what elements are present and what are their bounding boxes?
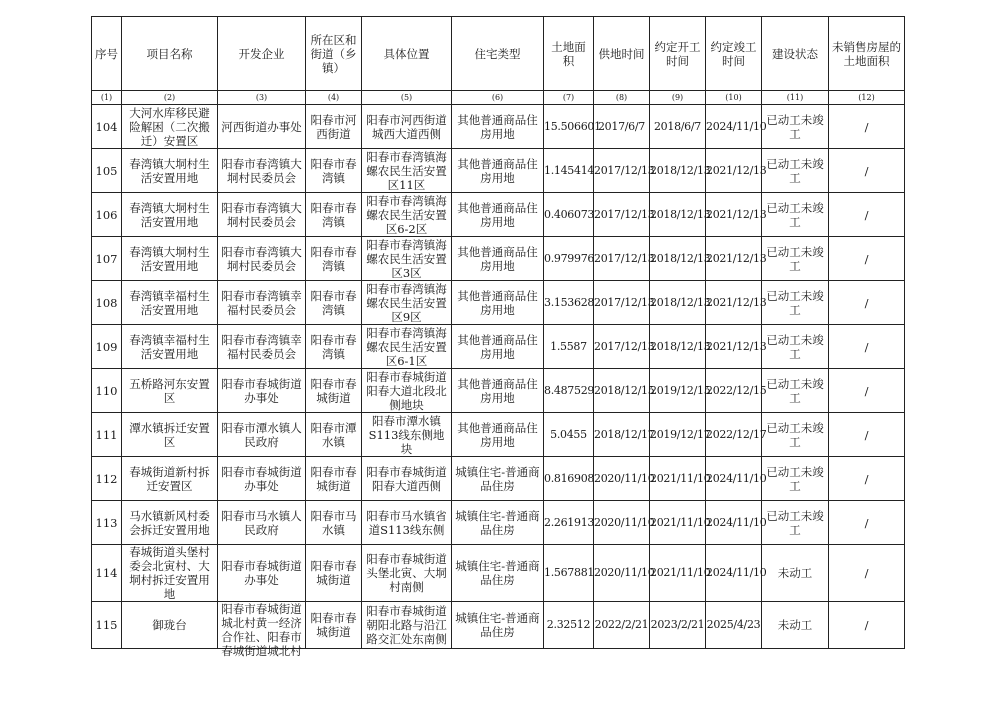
cell-developer: 阳春市春湾镇幸福村民委员会 <box>218 281 306 325</box>
table-row <box>92 237 905 281</box>
cell-project-name: 春湾镇幸福村生活安置用地 <box>122 325 218 369</box>
cell-project-name: 马水镇新风村委会拆迁安置用地 <box>122 501 218 545</box>
cell-status: 已动工未竣工 <box>762 369 829 413</box>
cell-district: 阳春市春城街道 <box>306 369 362 413</box>
table-body <box>92 105 905 658</box>
cell-developer: 阳春市春城街道办事处 <box>218 457 306 501</box>
column-index: (3) <box>218 91 306 105</box>
cell-land-area: 1.5587 <box>544 325 594 369</box>
cell-start-date: 2021/11/10 <box>650 545 706 602</box>
table-row <box>92 369 905 413</box>
header-status: 建设状态 <box>762 17 829 91</box>
cell-no: 108 <box>92 281 122 325</box>
cell-housing-type: 其他普通商品住房用地 <box>452 237 544 281</box>
cell-district: 阳春市马水镇 <box>306 501 362 545</box>
cell-land-area: 2.32512 <box>544 602 594 649</box>
header-developer: 开发企业 <box>218 17 306 91</box>
cell-location: 阳春市春湾镇海螺农民生活安置区6-1区 <box>362 325 452 369</box>
column-index: (10) <box>706 91 762 105</box>
cell-finish-date: 2024/11/10 <box>706 105 762 149</box>
cell-status: 未动工 <box>762 602 829 649</box>
table-row <box>92 325 905 369</box>
cell-district: 阳春市春湾镇 <box>306 193 362 237</box>
cell-district: 阳春市潭水镇 <box>306 413 362 457</box>
header-location: 具体位置 <box>362 17 452 91</box>
cell-finish-date: 2024/11/10 <box>706 457 762 501</box>
cell-start-date: 2023/2/21 <box>650 602 706 649</box>
cell-supply-date: 2017/6/7 <box>594 105 650 149</box>
column-index: (12) <box>829 91 905 105</box>
cell-status: 已动工未竣工 <box>762 281 829 325</box>
land-supply-table-sheet <box>91 16 905 658</box>
cell-no: 111 <box>92 413 122 457</box>
cell-supply-date: 2017/12/13 <box>594 281 650 325</box>
cell-land-area: 0.979976 <box>544 237 594 281</box>
cell-location: 阳春市马水镇省道S113线东侧 <box>362 501 452 545</box>
cell-developer: 阳春市马水镇人民政府 <box>218 501 306 545</box>
cell-land-area: 8.487529 <box>544 369 594 413</box>
cell-no: 115 <box>92 602 122 649</box>
cell-project-name: 御珑台 <box>122 602 218 649</box>
cell-finish-date: 2025/4/23 <box>706 602 762 649</box>
cell-finish-date: 2022/12/17 <box>706 413 762 457</box>
cell-finish-date: 2021/12/13 <box>706 237 762 281</box>
cell-location: 阳春市春城街道头堡北寅、大垌村南侧 <box>362 545 452 602</box>
cell-supply-date: 2018/12/17 <box>594 413 650 457</box>
cell-supply-date: 2020/11/10 <box>594 501 650 545</box>
column-index: (4) <box>306 91 362 105</box>
cell-unsold-area: / <box>829 193 905 237</box>
cell-project-name: 潭水镇拆迁安置区 <box>122 413 218 457</box>
cell-finish-date: 2021/12/13 <box>706 281 762 325</box>
column-index: (2) <box>122 91 218 105</box>
cell-housing-type: 其他普通商品住房用地 <box>452 149 544 193</box>
cell-supply-date: 2017/12/13 <box>594 193 650 237</box>
cell-district: 阳春市春城街道 <box>306 457 362 501</box>
cell-developer: 阳春市春湾镇大垌村民委员会 <box>218 193 306 237</box>
cell-developer: 阳春市春城街道办事处 <box>218 369 306 413</box>
cell-finish-date: 2021/12/13 <box>706 325 762 369</box>
cell-housing-type: 城镇住宅-普通商品住房 <box>452 602 544 649</box>
cell-unsold-area: / <box>829 369 905 413</box>
cell-district: 阳春市春湾镇 <box>306 149 362 193</box>
header-project-name: 项目名称 <box>122 17 218 91</box>
cell-land-area: 15.506601 <box>544 105 594 149</box>
cell-no: 112 <box>92 457 122 501</box>
column-index: (11) <box>762 91 829 105</box>
cell-status: 已动工未竣工 <box>762 457 829 501</box>
cell-developer: 阳春市潭水镇人民政府 <box>218 413 306 457</box>
cell-no: 105 <box>92 149 122 193</box>
cell-housing-type: 其他普通商品住房用地 <box>452 369 544 413</box>
cell-no: 113 <box>92 501 122 545</box>
cell-unsold-area: / <box>829 105 905 149</box>
cell-project-name: 春湾镇大垌村生活安置用地 <box>122 237 218 281</box>
cell-developer: 河西街道办事处 <box>218 105 306 149</box>
cell-status: 已动工未竣工 <box>762 149 829 193</box>
cell-supply-date: 2017/12/13 <box>594 325 650 369</box>
table-row <box>92 105 905 149</box>
cell-status: 已动工未竣工 <box>762 413 829 457</box>
cell-housing-type: 其他普通商品住房用地 <box>452 325 544 369</box>
cell-start-date: 2018/12/13 <box>650 325 706 369</box>
cell-start-date: 2018/12/13 <box>650 193 706 237</box>
cell-project-name: 五桥路河东安置区 <box>122 369 218 413</box>
cell-start-date: 2018/12/13 <box>650 281 706 325</box>
cell-project-name: 春城街道新村拆迁安置区 <box>122 457 218 501</box>
column-index: (5) <box>362 91 452 105</box>
cell-finish-date: 2022/12/15 <box>706 369 762 413</box>
cell-unsold-area: / <box>829 602 905 649</box>
cell-location: 阳春市春湾镇海螺农民生活安置区11区 <box>362 149 452 193</box>
cell-location: 阳春市春湾镇海螺农民生活安置区9区 <box>362 281 452 325</box>
header-supply-date: 供地时间 <box>594 17 650 91</box>
cell-project-name: 春湾镇大垌村生活安置用地 <box>122 193 218 237</box>
header-finish-date: 约定竣工时间 <box>706 17 762 91</box>
cell-housing-type: 其他普通商品住房用地 <box>452 105 544 149</box>
cell-status: 已动工未竣工 <box>762 325 829 369</box>
cell-land-area: 1.567881 <box>544 545 594 602</box>
cell-location: 阳春市春湾镇海螺农民生活安置区6-2区 <box>362 193 452 237</box>
cell-housing-type: 城镇住宅-普通商品住房 <box>452 501 544 545</box>
cell-location: 阳春市春湾镇海螺农民生活安置区3区 <box>362 237 452 281</box>
cell-developer: 阳春市春城街道办事处 <box>218 545 306 602</box>
header-start-date: 约定开工时间 <box>650 17 706 91</box>
column-index: (9) <box>650 91 706 105</box>
cell-unsold-area: / <box>829 281 905 325</box>
cell-project-name: 春城街道头堡村委会北寅村、大垌村拆迁安置用地 <box>122 545 218 602</box>
table-row <box>92 501 905 545</box>
cell-finish-date: 2021/12/13 <box>706 193 762 237</box>
cell-unsold-area: / <box>829 237 905 281</box>
cell-start-date: 2021/11/10 <box>650 501 706 545</box>
header-no: 序号 <box>92 17 122 91</box>
cell-start-date: 2018/6/7 <box>650 105 706 149</box>
cell-unsold-area: / <box>829 457 905 501</box>
cell-housing-type: 其他普通商品住房用地 <box>452 413 544 457</box>
cell-status: 未动工 <box>762 545 829 602</box>
header-land-area: 土地面积 <box>544 17 594 91</box>
cell-no: 107 <box>92 237 122 281</box>
cell-project-name: 大河水库移民避险解困（二次搬迁）安置区 <box>122 105 218 149</box>
cell-finish-date: 2021/12/13 <box>706 149 762 193</box>
cell-land-area: 0.406073 <box>544 193 594 237</box>
cell-no: 106 <box>92 193 122 237</box>
cell-start-date: 2019/12/17 <box>650 413 706 457</box>
cell-location: 阳春市河西街道城西大道西侧 <box>362 105 452 149</box>
cell-developer: 阳春市春湾镇幸福村民委员会 <box>218 325 306 369</box>
cell-supply-date: 2018/12/15 <box>594 369 650 413</box>
header-district: 所在区和街道（乡镇） <box>306 17 362 91</box>
cell-unsold-area: / <box>829 501 905 545</box>
cell-district: 阳春市春城街道 <box>306 602 362 649</box>
cell-housing-type: 城镇住宅-普通商品住房 <box>452 545 544 602</box>
cell-district: 阳春市春湾镇 <box>306 281 362 325</box>
cell-unsold-area: / <box>829 325 905 369</box>
cell-location: 阳春市春城街道阳春大道北段北侧地块 <box>362 369 452 413</box>
cell-land-area: 0.816908 <box>544 457 594 501</box>
cell-location: 阳春市春城街道阳春大道西侧 <box>362 457 452 501</box>
cell-project-name: 春湾镇大垌村生活安置用地 <box>122 149 218 193</box>
table-row <box>92 413 905 457</box>
table-row <box>92 457 905 501</box>
column-index: (1) <box>92 91 122 105</box>
column-index: (7) <box>544 91 594 105</box>
cell-land-area: 2.261913 <box>544 501 594 545</box>
cell-land-area: 3.153628 <box>544 281 594 325</box>
cell-developer: 阳春市春湾镇大垌村民委员会 <box>218 149 306 193</box>
cell-unsold-area: / <box>829 413 905 457</box>
cell-district: 阳春市春湾镇 <box>306 237 362 281</box>
table-row <box>92 545 905 602</box>
cell-housing-type: 城镇住宅-普通商品住房 <box>452 457 544 501</box>
cell-status: 已动工未竣工 <box>762 237 829 281</box>
cell-unsold-area: / <box>829 545 905 602</box>
table-row <box>92 193 905 237</box>
cell-project-name: 春湾镇幸福村生活安置用地 <box>122 281 218 325</box>
cell-developer-text: 阳春市春城街道城北村黄一经济合作社、阳春市春城街道城北村 <box>221 602 302 658</box>
cell-no: 110 <box>92 369 122 413</box>
cell-housing-type: 其他普通商品住房用地 <box>452 281 544 325</box>
cell-no: 109 <box>92 325 122 369</box>
land-supply-table <box>91 16 905 658</box>
cell-finish-date: 2024/11/10 <box>706 501 762 545</box>
cell-start-date: 2021/11/10 <box>650 457 706 501</box>
cell-status: 已动工未竣工 <box>762 501 829 545</box>
cell-developer: 阳春市春湾镇大垌村民委员会 <box>218 237 306 281</box>
cell-start-date: 2018/12/13 <box>650 149 706 193</box>
table-row <box>92 149 905 193</box>
cell-no: 114 <box>92 545 122 602</box>
cell-district: 阳春市河西街道 <box>306 105 362 149</box>
table-row <box>92 281 905 325</box>
column-index: (6) <box>452 91 544 105</box>
header-housing-type: 住宅类型 <box>452 17 544 91</box>
cell-start-date: 2018/12/13 <box>650 237 706 281</box>
column-index: (8) <box>594 91 650 105</box>
cell-supply-date: 2020/11/10 <box>594 545 650 602</box>
table-row <box>92 602 905 649</box>
cell-location: 阳春市潭水镇S113线东侧地块 <box>362 413 452 457</box>
cell-supply-date: 2017/12/13 <box>594 237 650 281</box>
cell-housing-type: 其他普通商品住房用地 <box>452 193 544 237</box>
cell-finish-date: 2024/11/10 <box>706 545 762 602</box>
cell-start-date: 2019/12/15 <box>650 369 706 413</box>
cell-status: 已动工未竣工 <box>762 193 829 237</box>
cell-district: 阳春市春湾镇 <box>306 325 362 369</box>
header-row <box>92 17 905 91</box>
cell-land-area: 5.0455 <box>544 413 594 457</box>
cell-supply-date: 2022/2/21 <box>594 602 650 649</box>
cell-location: 阳春市春城街道朝阳北路与沿江路交汇处东南侧 <box>362 602 452 649</box>
cell-no: 104 <box>92 105 122 149</box>
cell-supply-date: 2017/12/13 <box>594 149 650 193</box>
header-unsold-area: 未销售房屋的土地面积 <box>829 17 905 91</box>
cell-supply-date: 2020/11/10 <box>594 457 650 501</box>
cell-unsold-area: / <box>829 149 905 193</box>
cell-district: 阳春市春城街道 <box>306 545 362 602</box>
cell-status: 已动工未竣工 <box>762 105 829 149</box>
column-index-row <box>92 91 905 105</box>
cell-developer <box>218 602 306 658</box>
cell-land-area: 1.145414 <box>544 149 594 193</box>
